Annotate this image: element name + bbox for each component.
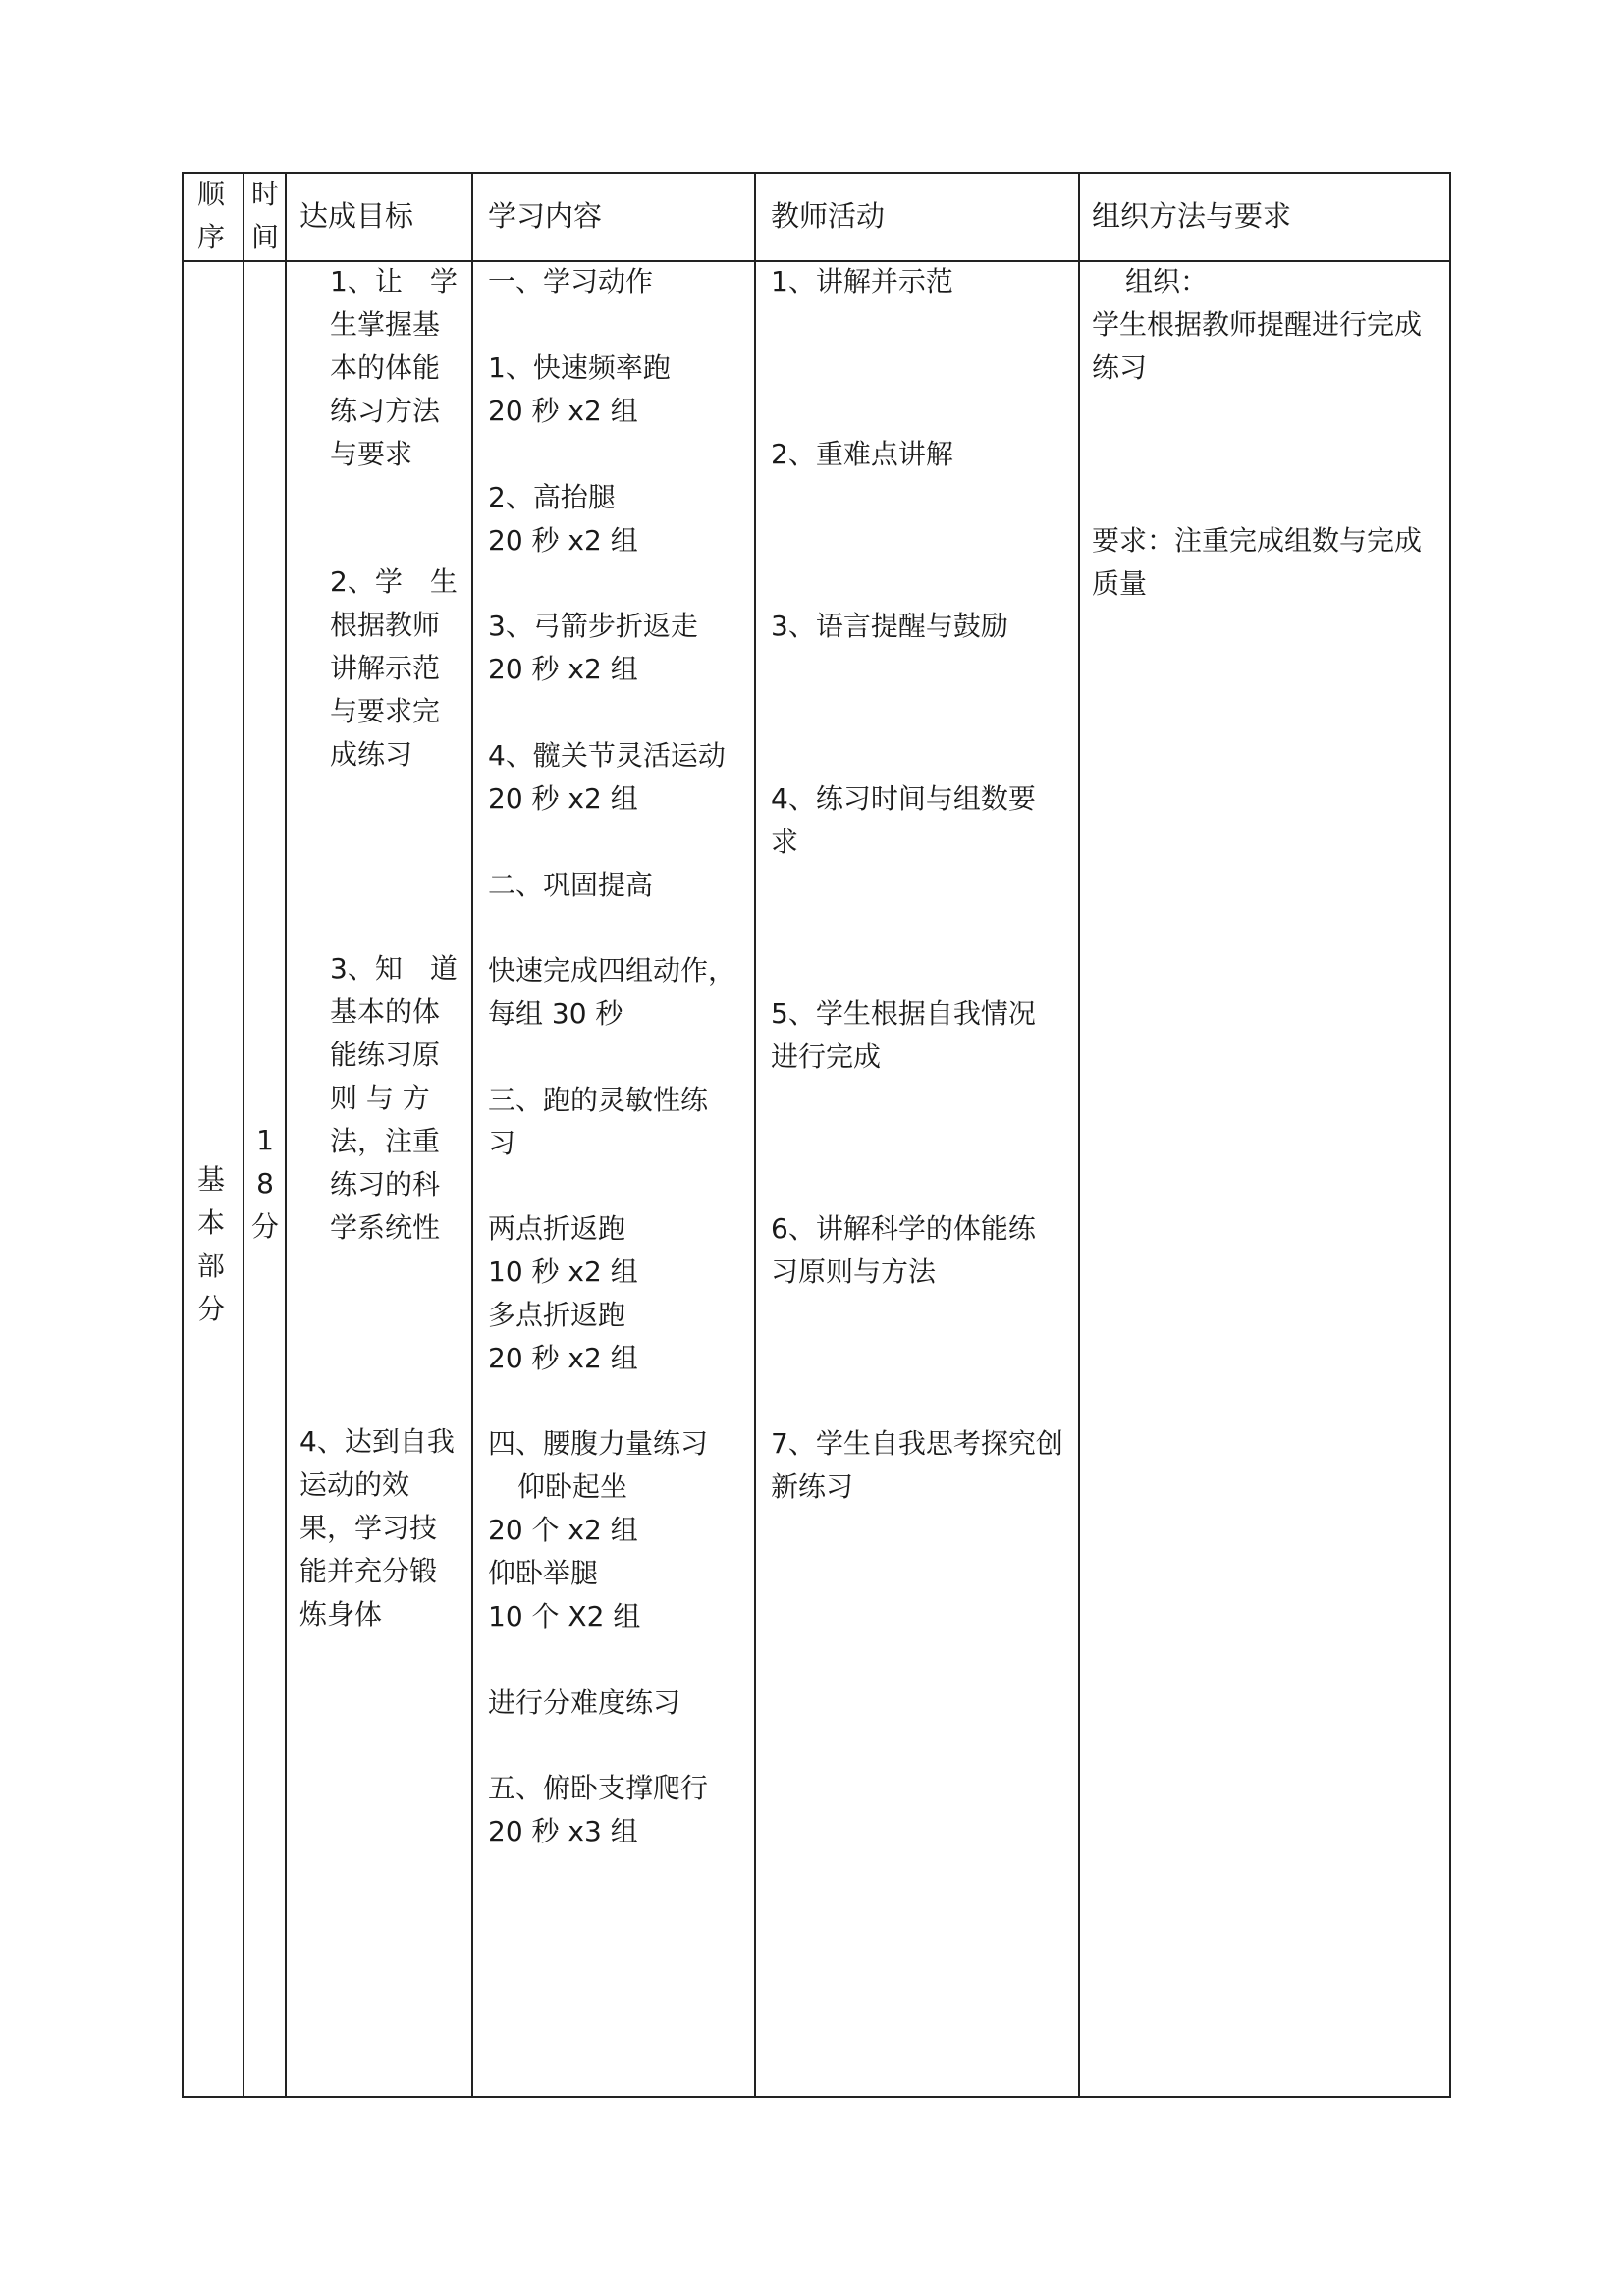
method-organization-text: 练习 [1092,351,1148,384]
content-heading-3: 三、跑的灵敏性练 [488,1084,709,1116]
section-duration: 1 8 分 [250,1124,279,1243]
teacher-activity: 5、学生根据自我情况 [771,997,1036,1030]
content-item: 20 秒 x2 组 [488,395,638,427]
teacher-activity-cont: 求 [771,826,799,858]
content-heading-3-cont: 习 [488,1127,516,1159]
column-divider [1078,172,1080,2098]
content-heading-4: 四、腰腹力量练习 [488,1427,709,1460]
teacher-activity-cont: 习原则与方法 [771,1255,937,1288]
header-content: 学习内容 [488,199,603,233]
content-item: 多点折返跑 [488,1299,626,1331]
teacher-activity: 2、重难点讲解 [771,438,953,470]
content-item: 仰卧举腿 [488,1557,599,1589]
teacher-activity-cont: 进行完成 [771,1041,882,1073]
teacher-activity: 4、练习时间与组数要 [771,782,1036,815]
content-item: 20 秒 x2 组 [488,524,638,557]
column-divider [243,172,244,2098]
content-heading-5: 五、俯卧支撑爬行 [488,1772,709,1804]
header-goal: 达成目标 [299,199,414,233]
teacher-activity: 6、讲解科学的体能练 [771,1212,1036,1245]
column-divider [471,172,473,2098]
method-organization-text: 学生根据教师提醒进行完成 [1092,308,1423,341]
method-requirement-text: 要求：注重完成组数与完成 [1092,524,1423,557]
header-time: 时 间 [250,178,279,253]
teacher-activity-cont: 新练习 [771,1470,854,1503]
header-order: 顺 序 [196,178,225,253]
content-item: 4、髋关节灵活运动 [488,739,726,772]
goal-3: 3、知 道 基本的体 能练习原 则 与 方 法，注重 练习的科 学系统性 [330,952,458,1244]
content-item: 20 秒 x2 组 [488,653,638,685]
teacher-activity: 7、学生自我思考探究创 [771,1427,1063,1460]
goal-4: 4、达到自我 运动的效 果，学习技 能并充分锻 炼身体 [299,1425,455,1630]
header-method: 组织方法与要求 [1092,199,1292,233]
column-divider [754,172,756,2098]
content-item: 20 秒 x3 组 [488,1815,638,1847]
teacher-activity: 1、讲解并示范 [771,265,953,297]
content-item: 1、快速频率跑 [488,351,671,384]
section-name: 基 本 部 分 [196,1163,225,1325]
content-item: 3、弓箭步折返走 [488,610,698,642]
content-item: 20 秒 x2 组 [488,1342,638,1374]
content-item: 10 个 X2 组 [488,1600,641,1632]
content-item: 2、高抬腿 [488,481,616,513]
header-teacher: 教师活动 [771,199,886,233]
content-heading-1: 一、学习动作 [488,265,654,297]
goal-2: 2、学 生 根据教师 讲解示范 与要求完 成练习 [330,565,458,771]
column-divider [285,172,287,2098]
content-item: 20 秒 x2 组 [488,782,638,815]
content-item: 10 秒 x2 组 [488,1255,638,1288]
method-requirement-text: 质量 [1092,567,1148,600]
content-item: 每组 30 秒 [488,997,623,1030]
content-item: 进行分难度练习 [488,1686,681,1719]
method-organization-label: 组织： [1125,265,1209,297]
goal-1: 1、让 学 生掌握基 本的体能 练习方法 与要求 [330,265,458,470]
content-item: 快速完成四组动作， [488,954,736,987]
content-item: 20 个 x2 组 [488,1514,638,1546]
content-heading-2: 二、巩固提高 [488,869,654,901]
teacher-activity: 3、语言提醒与鼓励 [771,610,1008,642]
content-item: 两点折返跑 [488,1212,626,1245]
content-item: 仰卧起坐 [517,1470,628,1503]
